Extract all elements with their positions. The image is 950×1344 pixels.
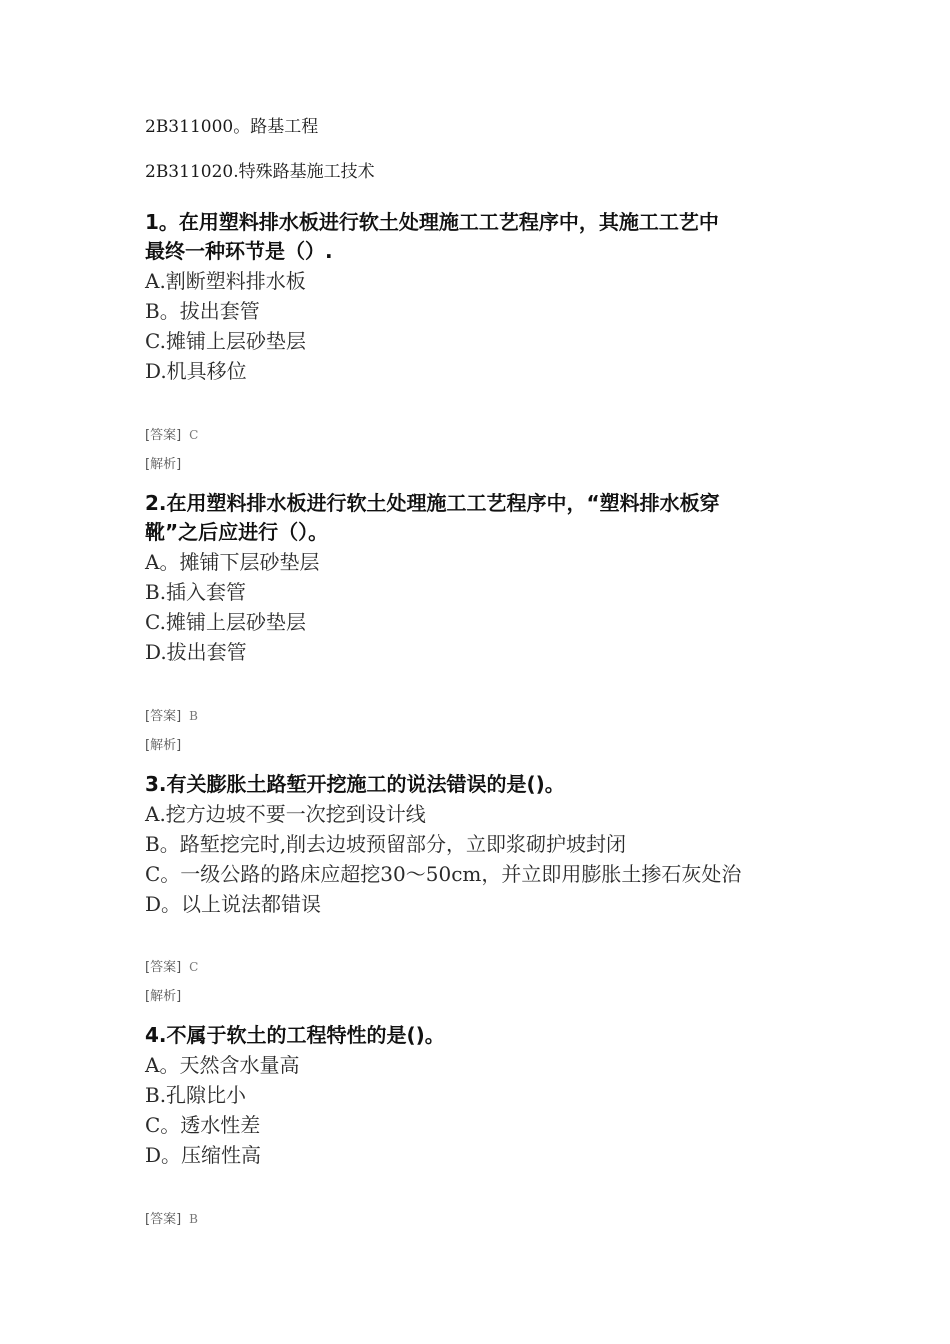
answer-value: B: [189, 1212, 198, 1226]
question-title-line: 4.不属于软土的工程特性的是()。: [145, 1023, 445, 1047]
question-2: [145, 489, 815, 667]
question-3: [145, 770, 815, 919]
option-b: B.孔隙比小: [145, 1083, 247, 1107]
question-4: [145, 1021, 815, 1170]
option-c: C.摊铺上层砂垫层: [145, 610, 306, 634]
option-c: C。透水性差: [145, 1113, 261, 1137]
option-b: B。拔出套管: [145, 299, 260, 323]
question-title-line: 2.在用塑料排水板进行软土处理施工工艺程序中，“塑料排水板穿: [145, 491, 720, 515]
option-a: A。摊铺下层砂垫层: [145, 550, 320, 574]
question-title-line: 3.有关膨胀土路堑开挖施工的说法错误的是()。: [145, 772, 565, 796]
option-d: D。以上说法都错误: [145, 892, 322, 916]
option-c: C。一级公路的路床应超挖30～50cm，并立即用膨胀土掺石灰处治: [145, 862, 742, 886]
answer-line: [145, 426, 198, 445]
answer-label: [答案]: [145, 709, 182, 724]
option-b: B。路堑挖完时,削去边坡预留部分，立即浆砌护坡封闭: [145, 832, 627, 856]
option-c: C.摊铺上层砂垫层: [145, 329, 306, 353]
answer-line: [145, 958, 198, 977]
answer-line: [145, 1210, 198, 1229]
answer-label: [答案]: [145, 960, 182, 975]
question-title-line: 1。在用塑料排水板进行软土处理施工工艺程序中，其施工工艺中: [145, 210, 719, 234]
subsection-heading: 2B311020.特殊路基施工技术: [145, 162, 375, 182]
answer-label: [答案]: [145, 1212, 182, 1227]
option-d: D.机具移位: [145, 359, 247, 383]
section-heading: 2B311000。路基工程: [145, 117, 319, 137]
option-b: B.插入套管: [145, 580, 247, 604]
answer-value: C: [189, 960, 199, 974]
answer-value: C: [189, 428, 199, 442]
option-a: A.割断塑料排水板: [145, 269, 306, 293]
analysis-label: [解析]: [145, 989, 182, 1004]
analysis-label: [解析]: [145, 457, 182, 472]
answer-label: [答案]: [145, 428, 182, 443]
option-a: A.挖方边坡不要一次挖到设计线: [145, 802, 426, 826]
option-d: D。压缩性高: [145, 1143, 262, 1167]
option-d: D.拔出套管: [145, 640, 247, 664]
analysis-label: [解析]: [145, 738, 182, 753]
question-1: [145, 208, 815, 386]
option-a: A。天然含水量高: [145, 1053, 300, 1077]
answer-value: B: [189, 709, 198, 723]
answer-line: [145, 707, 198, 726]
question-title-line: 靴”之后应进行（）。: [145, 520, 329, 544]
question-title-line: 最终一种环节是（）.: [145, 239, 333, 263]
